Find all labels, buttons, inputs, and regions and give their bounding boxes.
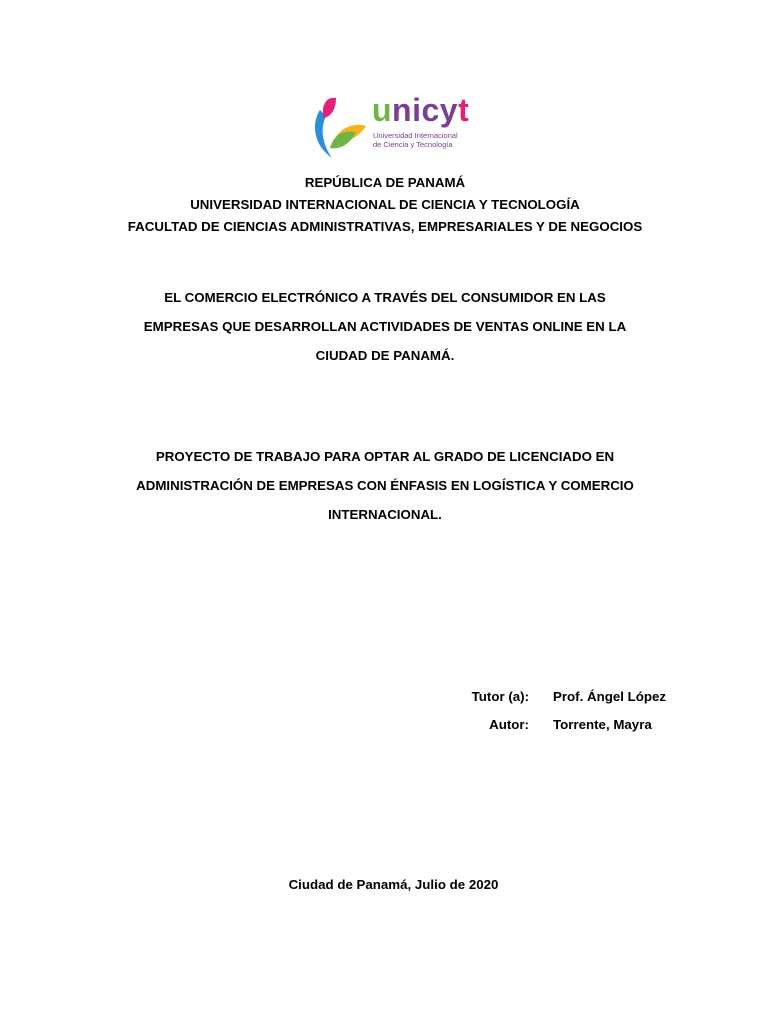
degree-statement-line: ADMINISTRACIÓN DE EMPRESAS CON ÉNFASIS EN LOGÍSTICA Y COMERCIO [136, 478, 634, 493]
degree-statement [60, 442, 710, 529]
university-logo [310, 92, 480, 164]
thesis-title-line: CIUDAD DE PANAMÁ. [315, 348, 455, 363]
thesis-title [60, 283, 710, 370]
author-name: Torrente, Mayra [553, 717, 652, 732]
degree-statement-line: PROYECTO DE TRABAJO PARA OPTAR AL GRADO DE LICENCIADO EN [155, 449, 615, 464]
tutor-name: Prof. Ángel López [553, 689, 667, 704]
logo-wordmark: unicyt [372, 92, 470, 128]
university-heading: UNIVERSIDAD INTERNACIONAL DE CIENCIA Y TECNOLOGÍA [190, 197, 580, 212]
degree-statement-line: INTERNACIONAL. [328, 507, 442, 522]
logo-emblem-icon [310, 92, 370, 164]
place-date: Ciudad de Panamá, Julio de 2020 [288, 877, 499, 892]
faculty-heading: FACULTAD DE CIENCIAS ADMINISTRATIVAS, EMPRESARIALES Y DE NEGOCIOS [127, 219, 643, 234]
thesis-title-line: EMPRESAS QUE DESARROLLAN ACTIVIDADES DE VENTAS ONLINE EN LA [143, 319, 627, 334]
thesis-title-line: EL COMERCIO ELECTRÓNICO A TRAVÉS DEL CONSUMIDOR EN LAS [164, 290, 606, 305]
country-heading: REPÚBLICA DE PANAMÁ [304, 175, 466, 190]
author-label: Autor: [489, 717, 529, 732]
logo-subtitle: Universidad Internacional de Ciencia y Tecnología [373, 131, 458, 149]
tutor-label: Tutor (a): [471, 689, 529, 704]
